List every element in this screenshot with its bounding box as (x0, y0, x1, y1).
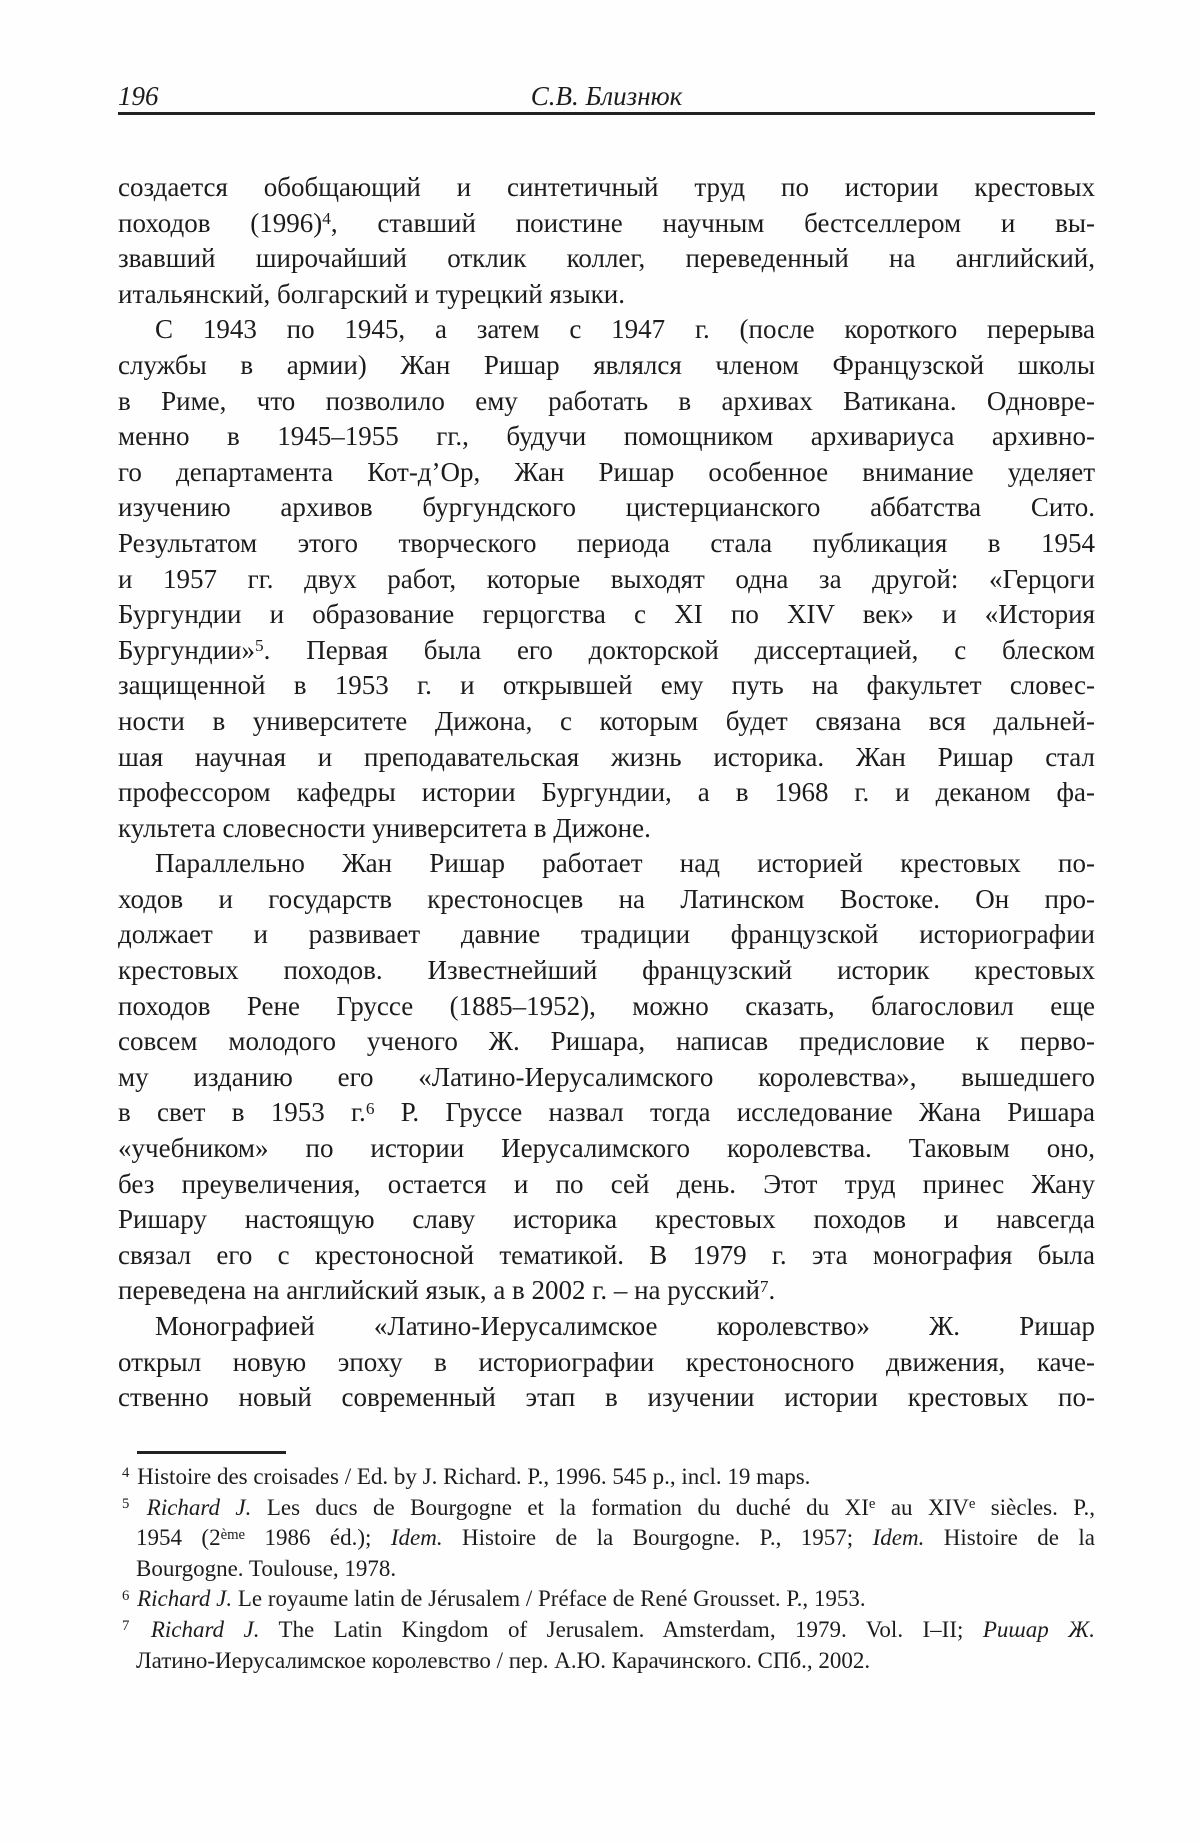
body-line: звавший широчайший отклик коллег, переведенный на английский, (118, 243, 1095, 274)
body-line: му изданию его «Латино-Иерусалимского королевства», вышедшего (118, 1061, 1095, 1092)
body-line: защищенной в 1953 г. и открывшей ему путь на факультет словес- (118, 670, 1095, 701)
page-header (118, 80, 1095, 112)
body-line: менно в 1945–1955 гг., будучи помощником архивариуса архивно- (118, 421, 1095, 452)
body-text (118, 170, 1095, 1416)
body-line: в свет в 1953 г.$^6$ Р. Груссе назвал тогда исследование Жана Ришара (118, 1097, 1095, 1128)
footnotes (118, 1462, 1095, 1676)
body-line: С 1943 по 1945, а затем с 1947 г. (после короткого перерыва (155, 314, 1095, 345)
body-line: переведена на английский язык, а в 2002 г. – на русский$^7$. (118, 1275, 776, 1306)
body-line: службы в армии) Жан Ришар являлся членом Французской школы (118, 349, 1095, 380)
body-line: походов $(1996)^4$, ставший поистине научным бестселлером и вы- (118, 207, 1095, 238)
body-line: и 1957 гг. двух работ, которые выходят одна за другой: «Герцоги (118, 563, 1095, 594)
header-rule (118, 112, 1095, 115)
body-line: походов Рене Груссе (1885–1952), можно сказать, благословил еще (118, 990, 1095, 1021)
body-line: открыл новую эпоху в историографии крестоносного движения, каче- (118, 1346, 1095, 1377)
footnote-line: Латино-Иерусалимское королевство / пер. А.Ю. Карачинского. СПб., 2002. (136, 1647, 871, 1673)
body-line: ходов и государств крестоносцев на Латинском Востоке. Он про- (118, 883, 1095, 914)
body-line: Результатом этого творческого периода стала публикация в 1954 (118, 527, 1095, 558)
footnote-line: Bourgogne. Toulouse, 1978. (136, 1555, 397, 1581)
body-line: связал его с крестоносной тематикой. В 1979 г. эта монография была (118, 1239, 1095, 1270)
body-line: итальянский, болгарский и турецкий языки. (118, 278, 626, 309)
body-line: Бургундии»$^5$. Первая была его докторской диссертацией, с блеском (118, 634, 1095, 665)
footnote-line: 1954 (2ème 1986 éd.); Idem. Histoire de la Bourgogne. P., 1957; Idem. Histoire de la (136, 1525, 1095, 1551)
footnote-line: $^6$ Richard J. Le royaume latin de Jérusalem / Préface de René Grousset. P., 1953. (122, 1586, 866, 1612)
body-line: ственно новый современный этап в изучении истории крестовых по- (118, 1382, 1095, 1413)
body-line: создается обобщающий и синтетичный труд по истории крестовых (118, 172, 1095, 202)
body-line: в Риме, что позволило ему работать в архивах Ватикана. Одновре- (118, 385, 1095, 416)
body-line: Бургундии и образование герцогства с XI по XIV век» и «История (118, 599, 1095, 630)
page-number: 196 (118, 81, 159, 111)
body-line: без преувеличения, остается и по сей день. Этот труд принес Жану (118, 1168, 1095, 1199)
body-line: Монографией «Латино-Иерусалимское королевство» Ж. Ришар (155, 1311, 1095, 1341)
body-line: совсем молодого ученого Ж. Ришара, написав предисловие к перво- (118, 1026, 1095, 1057)
body-line: Ришару настоящую славу историка крестовых походов и навсегда (118, 1204, 1095, 1235)
body-line: ности в университете Дижона, с которым будет связана вся дальней- (118, 705, 1095, 736)
body-line: изучению архивов бургундского цистерцианского аббатства Сито. (118, 492, 1095, 523)
body-line: шая научная и преподавательская жизнь историка. Жан Ришар стал (118, 741, 1095, 772)
footnote-line: $^7$ Richard J. The Latin Kingdom of Jerusalem. Amsterdam, 1979. Vol. I–II; Ришар Ж. (122, 1616, 1096, 1642)
footnote-separator (137, 1451, 286, 1454)
body-line: профессором кафедры истории Бургундии, а в 1968 г. и деканом фа- (118, 777, 1095, 808)
footnote-line: $^4$ Histoire des croisades / Ed. by J. Richard. P., 1996. 545 p., incl. 19 maps. (122, 1464, 811, 1489)
body-line: Параллельно Жан Ришар работает над историей крестовых по- (155, 848, 1095, 879)
body-line: культета словесности университета в Дижоне. (118, 812, 651, 843)
body-line: крестовых походов. Известнейший французский историк крестовых (118, 955, 1095, 986)
body-line: должает и развивает давние традиции французской историографии (118, 919, 1095, 950)
body-line: «учебником» по истории Иерусалимского королевства. Таковым оно, (118, 1133, 1095, 1164)
footnote-line: $^5$ Richard J. Les ducs de Bourgogne et la formation du duché du XIe au XIVe siècles. P., (122, 1494, 1096, 1520)
running-head-author: С.В. Близнюк (530, 81, 683, 111)
body-line: го департамента Кот-д’Ор, Жан Ришар особенное внимание уделяет (118, 456, 1095, 487)
